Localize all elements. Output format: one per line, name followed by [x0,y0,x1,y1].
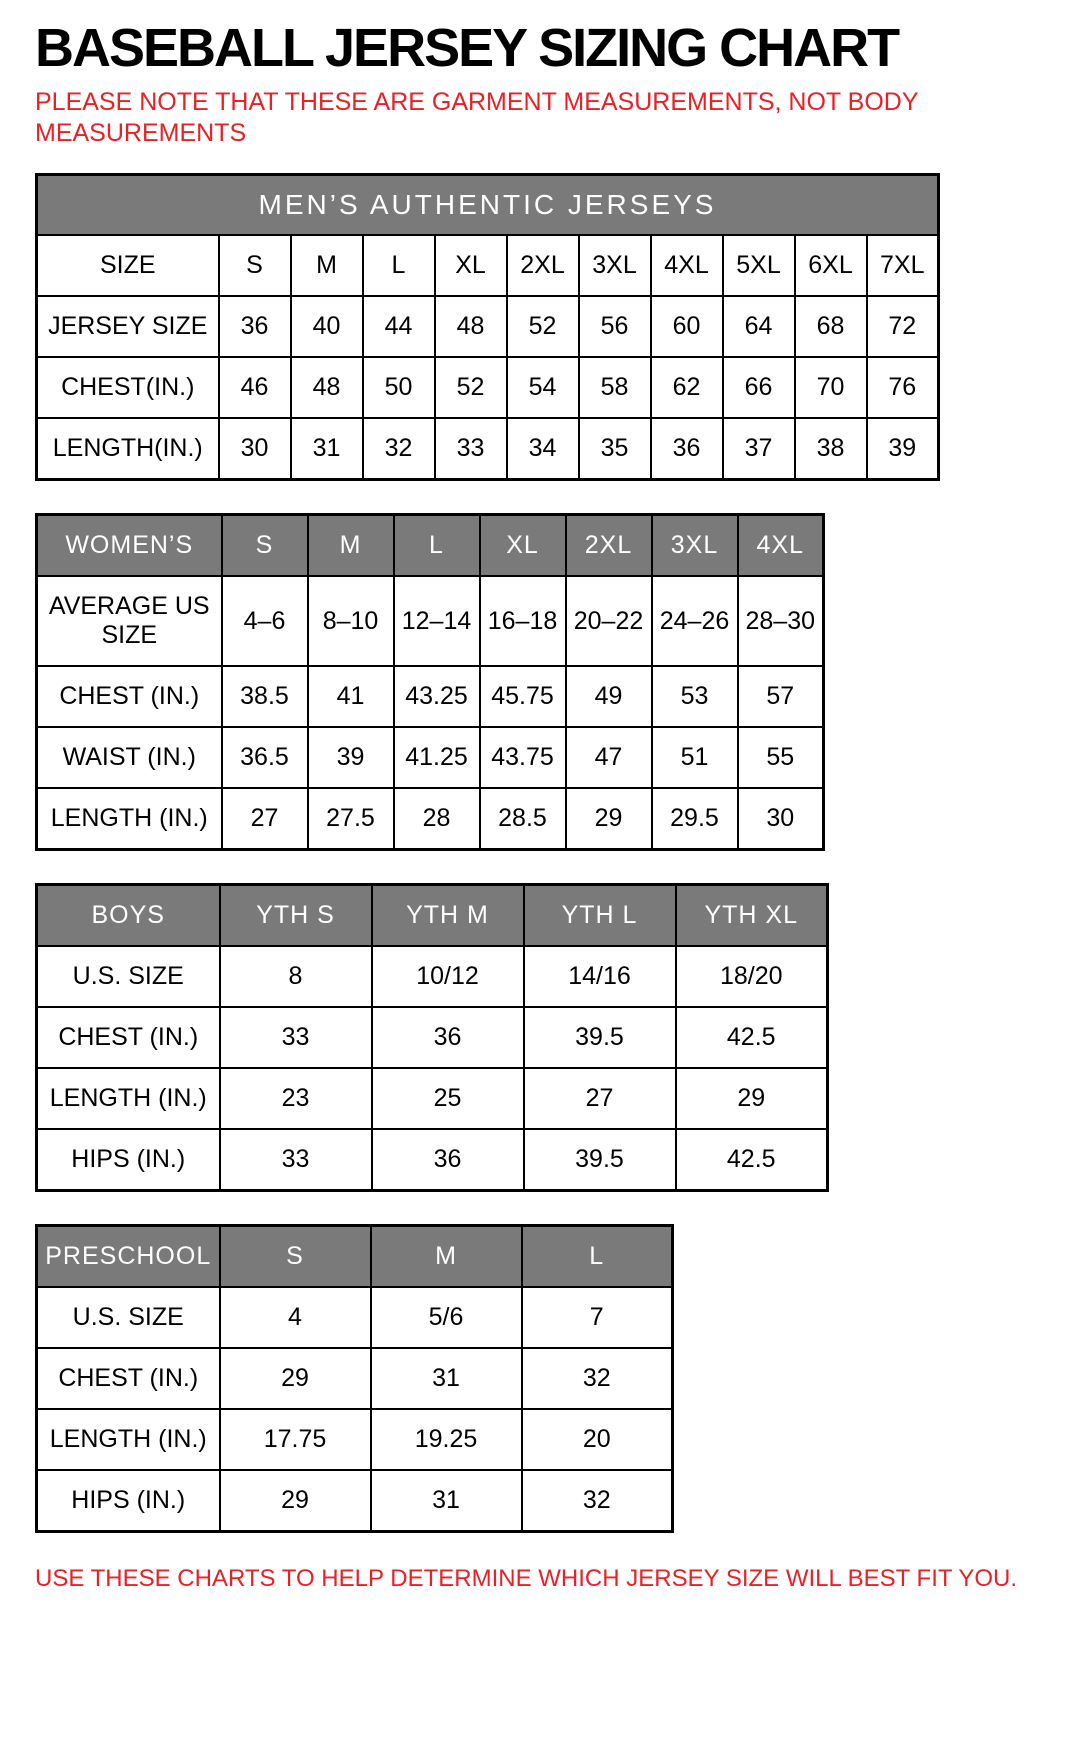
womens-table-cell: 28 [394,788,480,850]
mens-table-cell: 48 [291,357,363,418]
womens-column-header: S [222,515,308,577]
preschool-table-cell: 7 [522,1287,673,1348]
mens-table-cell: 52 [507,296,579,357]
boys-column-header: YTH L [524,885,676,947]
mens-table-cell: 2XL [507,235,579,296]
womens-table-cell: 28.5 [480,788,566,850]
preschool-row-label: LENGTH (IN.) [37,1409,220,1470]
womens-column-header: M [308,515,394,577]
mens-table-row [37,357,939,418]
mens-table-cell: 3XL [579,235,651,296]
womens-header-label: WOMEN’S [37,515,222,577]
mens-table-cell: S [219,235,291,296]
womens-table-cell: 45.75 [480,666,566,727]
mens-table-row [37,296,939,357]
preschool-row-label: U.S. SIZE [37,1287,220,1348]
womens-table-cell: 38.5 [222,666,308,727]
boys-table-row [37,1129,828,1191]
mens-table-cell: 52 [435,357,507,418]
mens-table-title: MEN’S AUTHENTIC JERSEYS [37,175,939,236]
boys-table-row [37,1068,828,1129]
womens-column-header: XL [480,515,566,577]
mens-authentic-jerseys-table [35,173,940,481]
mens-table-cell: 6XL [795,235,867,296]
boys-table-cell: 25 [372,1068,524,1129]
boys-column-header: YTH M [372,885,524,947]
preschool-table-cell: 31 [371,1470,522,1532]
womens-table-cell: 49 [566,666,652,727]
mens-table-cell: 36 [219,296,291,357]
mens-table-cell: M [291,235,363,296]
preschool-table-cell: 19.25 [371,1409,522,1470]
boys-table-cell: 8 [220,946,372,1007]
boys-table-cell: 14/16 [524,946,676,1007]
mens-table-cell: 31 [291,418,363,480]
preschool-table-row [37,1348,673,1409]
mens-table-row [37,418,939,480]
womens-table-cell: 57 [738,666,824,727]
womens-table-cell: 29 [566,788,652,850]
mens-table-cell: 70 [795,357,867,418]
womens-table-row [37,727,824,788]
mens-table-cell: 37 [723,418,795,480]
boys-table-row [37,1007,828,1068]
preschool-table-cell: 17.75 [220,1409,371,1470]
mens-table-cell: 4XL [651,235,723,296]
womens-row-label: CHEST (IN.) [37,666,222,727]
mens-row-label: LENGTH(IN.) [37,418,219,480]
womens-table-cell: 16–18 [480,576,566,666]
preschool-row-label: CHEST (IN.) [37,1348,220,1409]
womens-table-cell: 53 [652,666,738,727]
boys-table-row [37,946,828,1007]
mens-table-cell: 30 [219,418,291,480]
preschool-table-cell: 32 [522,1348,673,1409]
womens-column-header: 3XL [652,515,738,577]
womens-table-cell: 29.5 [652,788,738,850]
mens-table-cell: 34 [507,418,579,480]
mens-table-cell: L [363,235,435,296]
preschool-table-cell: 4 [220,1287,371,1348]
mens-table-cell: 7XL [867,235,939,296]
womens-table-cell: 8–10 [308,576,394,666]
preschool-table-cell: 32 [522,1470,673,1532]
womens-table-cell: 27.5 [308,788,394,850]
mens-table-cell: 39 [867,418,939,480]
womens-table-cell: 20–22 [566,576,652,666]
boys-column-header: YTH XL [676,885,828,947]
womens-column-header: L [394,515,480,577]
mens-table-row [37,235,939,296]
preschool-table-cell: 29 [220,1348,371,1409]
boys-table-cell: 36 [372,1007,524,1068]
mens-table-cell: 50 [363,357,435,418]
mens-table-cell: 64 [723,296,795,357]
womens-row-label: WAIST (IN.) [37,727,222,788]
preschool-column-header: S [220,1226,371,1288]
boys-table-cell: 42.5 [676,1007,828,1068]
womens-table-cell: 47 [566,727,652,788]
boys-table-cell: 33 [220,1007,372,1068]
womens-table-row [37,576,824,666]
mens-table-cell: 40 [291,296,363,357]
boys-table-cell: 18/20 [676,946,828,1007]
mens-table-cell: 60 [651,296,723,357]
preschool-sizing-table [35,1224,674,1533]
womens-sizing-table [35,513,825,851]
mens-table-cell: 56 [579,296,651,357]
boys-table-cell: 39.5 [524,1129,676,1191]
mens-table-cell: 58 [579,357,651,418]
mens-table-cell: 68 [795,296,867,357]
preschool-table-cell: 20 [522,1409,673,1470]
mens-table-cell: 32 [363,418,435,480]
mens-table-cell: 54 [507,357,579,418]
womens-table-cell: 12–14 [394,576,480,666]
boys-table-cell: 42.5 [676,1129,828,1191]
womens-table-cell: 36.5 [222,727,308,788]
boys-table-cell: 36 [372,1129,524,1191]
womens-row-label: LENGTH (IN.) [37,788,222,850]
preschool-table-row [37,1409,673,1470]
mens-table-cell: XL [435,235,507,296]
footer-note: USE THESE CHARTS TO HELP DETERMINE WHICH JERSEY SIZE WILL BEST FIT YOU. [35,1565,1018,1593]
mens-table-cell: 5XL [723,235,795,296]
womens-table-cell: 24–26 [652,576,738,666]
womens-table-cell: 39 [308,727,394,788]
boys-sizing-table [35,883,829,1192]
womens-table-cell: 27 [222,788,308,850]
preschool-table-cell: 29 [220,1470,371,1532]
boys-column-header: YTH S [220,885,372,947]
womens-table-cell: 4–6 [222,576,308,666]
preschool-column-header: M [371,1226,522,1288]
boys-table-cell: 27 [524,1068,676,1129]
page-title: BASEBALL JERSEY SIZING CHART [35,18,899,78]
mens-table-cell: 36 [651,418,723,480]
preschool-table-cell: 5/6 [371,1287,522,1348]
boys-row-label: U.S. SIZE [37,946,220,1007]
womens-table-row [37,666,824,727]
mens-table-cell: 76 [867,357,939,418]
womens-column-header: 4XL [738,515,824,577]
mens-row-label: SIZE [37,235,219,296]
mens-table-cell: 72 [867,296,939,357]
boys-table-cell: 10/12 [372,946,524,1007]
boys-row-label: HIPS (IN.) [37,1129,220,1191]
mens-table-cell: 46 [219,357,291,418]
womens-column-header: 2XL [566,515,652,577]
boys-row-label: CHEST (IN.) [37,1007,220,1068]
boys-table-cell: 29 [676,1068,828,1129]
mens-table-cell: 35 [579,418,651,480]
preschool-table-cell: 31 [371,1348,522,1409]
womens-table-cell: 43.25 [394,666,480,727]
womens-table-cell: 30 [738,788,824,850]
womens-table-cell: 41.25 [394,727,480,788]
womens-table-cell: 41 [308,666,394,727]
preschool-row-label: HIPS (IN.) [37,1470,220,1532]
boys-table-cell: 39.5 [524,1007,676,1068]
boys-row-label: LENGTH (IN.) [37,1068,220,1129]
womens-row-label: AVERAGE US SIZE [37,576,222,666]
womens-table-cell: 55 [738,727,824,788]
mens-table-cell: 48 [435,296,507,357]
preschool-column-header: L [522,1226,673,1288]
mens-row-label: JERSEY SIZE [37,296,219,357]
boys-header-label: BOYS [37,885,220,947]
mens-table-cell: 66 [723,357,795,418]
mens-table-cell: 62 [651,357,723,418]
womens-table-cell: 43.75 [480,727,566,788]
boys-table-cell: 33 [220,1129,372,1191]
garment-measurements-note: PLEASE NOTE THAT THESE ARE GARMENT MEASUREMENTS, NOT BODY MEASUREMENTS [35,87,919,147]
womens-table-cell: 28–30 [738,576,824,666]
preschool-table-row [37,1470,673,1532]
preschool-header-label: PRESCHOOL [37,1226,220,1288]
mens-row-label: CHEST(IN.) [37,357,219,418]
mens-table-cell: 33 [435,418,507,480]
mens-table-cell: 38 [795,418,867,480]
mens-table-cell: 44 [363,296,435,357]
womens-table-cell: 51 [652,727,738,788]
womens-table-row [37,788,824,850]
preschool-table-row [37,1287,673,1348]
boys-table-cell: 23 [220,1068,372,1129]
